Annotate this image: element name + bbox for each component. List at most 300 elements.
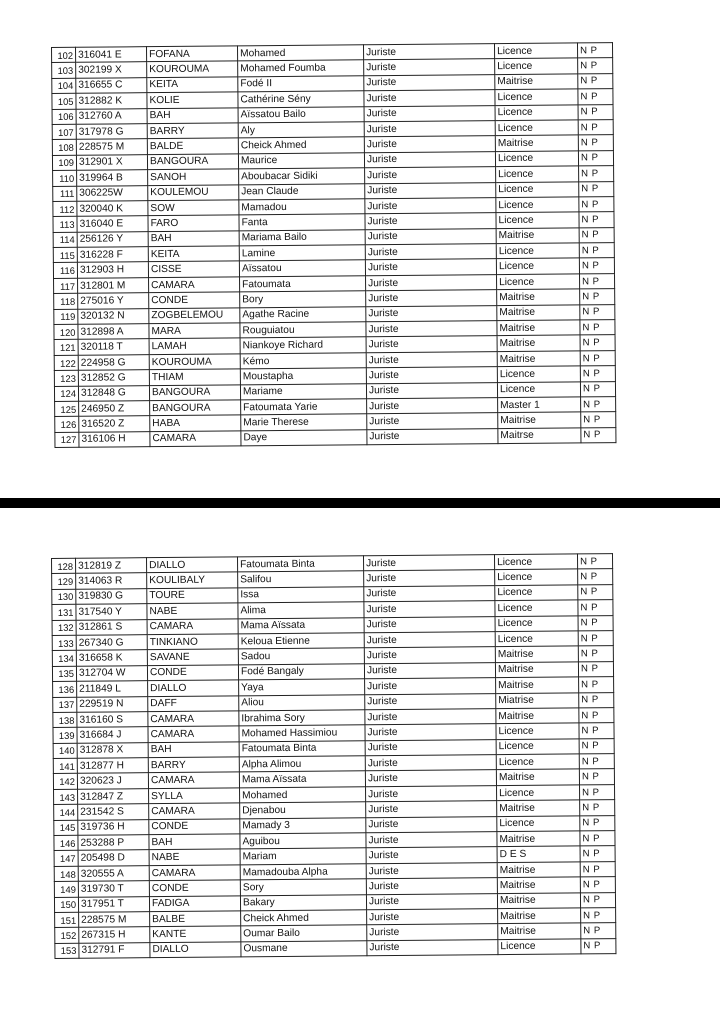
first-name-cell: Mohamed [240,787,366,803]
function-cell: Juriste [365,213,496,230]
last-name-cell: BAH [148,742,239,758]
diploma-cell: Maitrise [497,335,580,351]
row-number-cell: 122 [54,355,78,371]
last-name-cell: CONDE [149,880,240,896]
diploma-cell: Maitrise [497,320,580,336]
observation-cell: N P [580,815,615,831]
observation-cell: N P [577,43,612,59]
row-number-cell: 135 [52,666,76,682]
diploma-cell: Maitrise [495,662,578,678]
first-name-cell: Mariam [240,848,366,864]
matricule-cell: 256126 Y [77,231,148,247]
first-name-cell: Bakary [240,894,366,910]
last-name-cell: KOLIE [147,92,238,108]
row-number-cell: 153 [55,943,79,959]
first-name-cell: Mama Aïssata [239,771,365,787]
row-number-cell: 123 [54,370,78,386]
function-cell: Juriste [366,382,497,399]
row-number-cell: 143 [54,789,78,805]
diploma-cell: Maitrise [495,646,578,662]
function-cell: Juriste [366,847,497,864]
row-number-cell: 103 [52,63,76,79]
first-name-cell: Djenabou [240,802,366,818]
diploma-cell: Licence [496,197,579,213]
observation-cell: N P [578,600,613,616]
observation-cell: N P [579,197,614,213]
function-cell: Juriste [365,228,496,245]
matricule-cell: 205498 D [78,850,149,866]
row-number-cell: 145 [54,820,78,836]
matricule-cell: 312819 Z [76,558,147,574]
diploma-cell: Licence [497,274,580,290]
observation-cell: N P [581,923,616,939]
last-name-cell: BANGOURA [149,384,240,400]
matricule-cell: 275016 Y [78,293,149,309]
last-name-cell: FOFANA [147,46,238,62]
last-name-cell: BAH [147,107,238,123]
diploma-cell: D E S [497,846,580,862]
diploma-cell: Maitrise [496,708,579,724]
function-cell: Juriste [366,305,497,322]
row-number-cell: 117 [54,278,78,294]
roster-table-body [52,554,616,959]
first-name-cell: Fatoumata [240,276,366,292]
row-number-cell: 137 [53,697,77,713]
function-cell: Juriste [363,555,494,572]
function-cell: Juriste [366,336,497,353]
row-number-cell: 116 [53,263,77,279]
diploma-cell: Licence [495,569,578,585]
row-number-cell: 106 [52,109,76,125]
last-name-cell: CAMARA [149,803,240,819]
observation-cell: N P [581,427,616,443]
diploma-cell: Licence [498,939,581,955]
roster-table-2 [51,553,616,959]
last-name-cell: HABA [150,415,241,431]
observation-cell: N P [580,335,615,351]
diploma-cell: Licence [495,104,578,120]
matricule-cell: 231542 S [78,804,149,820]
row-number-cell: 139 [53,728,77,744]
matricule-cell: 319964 B [77,170,148,186]
last-name-cell: FARO [148,215,239,231]
observation-cell: N P [578,89,613,105]
diploma-cell: Licence [497,381,580,397]
matricule-cell: 319830 G [76,588,147,604]
first-name-cell: Mohamed [237,45,363,61]
observation-cell: N P [581,412,616,428]
matricule-cell: 312898 A [78,324,149,340]
diploma-cell: Licence [496,181,579,197]
diploma-cell: Maitrise [497,289,580,305]
last-name-cell: BANGOURA [147,154,238,170]
document-page-2 [0,508,720,1012]
row-number-cell: 128 [52,558,76,574]
row-number-cell: 118 [54,294,78,310]
function-cell: Juriste [366,878,497,895]
matricule-cell: 316658 K [76,650,147,666]
first-name-cell: Cheick Ahmed [238,137,364,153]
diploma-cell: Licence [494,43,577,59]
row-number-cell: 110 [53,170,77,186]
matricule-cell: 312801 M [78,278,149,294]
first-name-cell: Marie Therese [241,414,367,430]
row-number-cell: 147 [54,851,78,867]
diploma-cell: Licence [497,816,580,832]
observation-cell: N P [578,135,613,151]
observation-cell: N P [580,800,615,816]
matricule-cell: 312878 X [77,742,148,758]
last-name-cell: CONDE [149,292,240,308]
matricule-cell: 317540 Y [76,604,147,620]
matricule-cell: 319736 H [78,819,149,835]
observation-cell: N P [580,877,615,893]
last-name-cell: KOULEMOU [148,184,239,200]
observation-cell: N P [577,554,612,570]
observation-cell: N P [581,938,616,954]
observation-cell: N P [578,584,613,600]
observation-cell: N P [578,661,613,677]
first-name-cell: Bory [240,291,366,307]
first-name-cell: Aly [238,122,364,138]
first-name-cell: Alpha Alimou [239,756,365,772]
last-name-cell: BARRY [147,123,238,139]
row-number-cell: 146 [54,835,78,851]
observation-cell: N P [579,769,614,785]
diploma-cell: Licence [495,585,578,601]
diploma-cell: Licence [496,166,579,182]
matricule-cell: 253288 P [78,835,149,851]
row-number-cell: 113 [53,217,77,233]
row-number-cell: 120 [54,324,78,340]
row-number-cell: 148 [54,866,78,882]
matricule-cell: 316684 J [77,727,148,743]
row-number-cell: 126 [55,417,79,433]
matricule-cell: 312903 H [77,262,148,278]
function-cell: Juriste [363,44,494,61]
matricule-cell: 228575 M [79,912,150,928]
matricule-cell: 316655 C [76,77,147,93]
last-name-cell: ZOGBELEMOU [149,308,240,324]
last-name-cell: CONDE [149,819,240,835]
function-cell: Juriste [364,136,495,153]
first-name-cell: Oumar Bailo [241,925,367,941]
last-name-cell: BANGOURA [150,400,241,416]
last-name-cell: SOW [148,200,239,216]
observation-cell: N P [579,212,614,228]
row-number-cell: 105 [52,93,76,109]
matricule-cell: 316520 Z [79,416,150,432]
matricule-cell: 312882 K [76,93,147,109]
diploma-cell: Licence [496,243,579,259]
observation-cell: N P [580,892,615,908]
row-number-cell: 133 [52,635,76,651]
matricule-cell: 312847 Z [78,789,149,805]
last-name-cell: BARRY [148,757,239,773]
first-name-cell: Fatoumata Yarie [241,399,367,415]
function-cell: Juriste [365,167,496,184]
diploma-cell: Maitrise [498,923,581,939]
observation-cell: N P [579,181,614,197]
function-cell: Juriste [367,909,498,926]
matricule-cell: 320555 A [78,865,149,881]
diploma-cell: Licence [495,120,578,136]
function-cell: Juriste [365,709,496,726]
diploma-cell: Licence [496,754,579,770]
function-cell: Juriste [367,413,498,430]
row-number-cell: 107 [52,124,76,140]
observation-cell: N P [578,569,613,585]
function-cell: Juriste [365,182,496,199]
diploma-cell: Licence [496,723,579,739]
function-cell: Juriste [366,832,497,849]
function-cell: Juriste [364,616,495,633]
row-number-cell: 125 [55,401,79,417]
first-name-cell: Yaya [239,679,365,695]
function-cell: Juriste [364,662,495,679]
first-name-cell: Mohamed Hassimiou [239,725,365,741]
function-cell: Juriste [366,893,497,910]
first-name-cell: Mama Aïssata [238,617,364,633]
function-cell: Juriste [367,398,498,415]
function-cell: Juriste [364,632,495,649]
row-number-cell: 140 [53,743,77,759]
row-number-cell: 144 [54,805,78,821]
first-name-cell: Sory [240,879,366,895]
first-name-cell: Aliou [239,694,365,710]
function-cell: Juriste [364,121,495,138]
diploma-cell: Licence [496,258,579,274]
row-number-cell: 136 [53,681,77,697]
row-number-cell: 115 [53,247,77,263]
diploma-cell: Maitrse [498,428,581,444]
function-cell: Juriste [366,290,497,307]
function-cell: Juriste [365,693,496,710]
function-cell: Juriste [364,585,495,602]
observation-cell: N P [581,397,616,413]
matricule-cell: 316041 E [76,47,147,63]
diploma-cell: Maitrise [496,228,579,244]
observation-cell: N P [579,784,614,800]
diploma-cell: Licence [495,58,578,74]
observation-cell: N P [579,708,614,724]
diploma-cell: Licence [495,600,578,616]
row-number-cell: 119 [54,309,78,325]
matricule-cell: 312861 S [76,619,147,635]
function-cell: Juriste [366,785,497,802]
first-name-cell: Jean Claude [239,183,365,199]
last-name-cell: THIAM [149,369,240,385]
first-name-cell: Lamine [239,245,365,261]
first-name-cell: Ousmane [241,941,367,957]
first-name-cell: Aïssatou Bailo [238,106,364,122]
matricule-cell: 228575 M [76,139,147,155]
observation-cell: N P [580,304,615,320]
row-number-cell: 150 [54,897,78,913]
first-name-cell: Alima [238,602,364,618]
matricule-cell: 317978 G [76,124,147,140]
last-name-cell: CAMARA [149,865,240,881]
function-cell: Juriste [365,259,496,276]
last-name-cell: MARA [149,323,240,339]
function-cell: Juriste [367,924,498,941]
last-name-cell: NABE [149,849,240,865]
row-number-cell: 138 [53,712,77,728]
diploma-cell: Maitrise [495,74,578,90]
document-page-1 [0,0,720,498]
observation-cell: N P [579,723,614,739]
first-name-cell: Rouguiatou [240,322,366,338]
last-name-cell: FADIGA [149,895,240,911]
matricule-cell: 320118 T [78,339,149,355]
observation-cell: N P [578,646,613,662]
function-cell: Juriste [365,198,496,215]
first-name-cell: Niankoye Richard [240,337,366,353]
row-number-cell: 132 [52,620,76,636]
row-number-cell: 151 [55,912,79,928]
last-name-cell: CISSE [148,261,239,277]
matricule-cell: 312704 W [76,665,147,681]
diploma-cell: Licence [495,631,578,647]
row-number-cell: 108 [52,140,76,156]
matricule-cell: 302199 X [76,62,147,78]
last-name-cell: KANTE [150,926,241,942]
matricule-cell: 267315 H [79,927,150,943]
function-cell: Juriste [364,601,495,618]
roster-table-body [52,43,616,448]
matricule-cell: 312760 A [76,108,147,124]
function-cell: Juriste [365,724,496,741]
observation-cell: N P [580,831,615,847]
matricule-cell: 316040 E [77,216,148,232]
observation-cell: N P [579,227,614,243]
first-name-cell: Issa [238,587,364,603]
matricule-cell: 320040 K [77,201,148,217]
diploma-cell: Licence [495,151,578,167]
observation-cell: N P [579,273,614,289]
matricule-cell: 314063 R [76,573,147,589]
observation-cell: N P [580,289,615,305]
observation-cell: N P [578,120,613,136]
diploma-cell: Licence [497,785,580,801]
first-name-cell: Mohamed Foumba [238,60,364,76]
observation-cell: N P [578,73,613,89]
function-cell: Juriste [364,647,495,664]
matricule-cell: 319730 T [78,881,149,897]
observation-cell: N P [580,350,615,366]
observation-cell: N P [579,166,614,182]
first-name-cell: Fatoumata Binta [237,556,363,572]
row-number-cell: 152 [55,928,79,944]
first-name-cell: Mariama Bailo [239,229,365,245]
row-number-cell: 104 [52,78,76,94]
first-name-cell: Aïssatou [239,260,365,276]
row-number-cell: 109 [52,155,76,171]
matricule-cell: 320132 N [78,308,149,324]
function-cell: Juriste [367,939,498,956]
matricule-cell: 211849 L [77,681,148,697]
matricule-cell: 246950 Z [79,401,150,417]
row-number-cell: 149 [54,881,78,897]
function-cell: Juriste [366,367,497,384]
function-cell: Juriste [365,755,496,772]
first-name-cell: Daye [241,430,367,446]
diploma-cell: Licence [495,89,578,105]
diploma-cell: Maitrise [497,305,580,321]
first-name-cell: Maurice [238,153,364,169]
diploma-cell: Licence [496,212,579,228]
observation-cell: N P [579,243,614,259]
first-name-cell: Fanta [239,214,365,230]
diploma-cell: Master 1 [498,397,581,413]
function-cell: Juriste [367,428,498,445]
diploma-cell: Maitrise [497,892,580,908]
diploma-cell: Maitrise [497,831,580,847]
observation-cell: N P [580,320,615,336]
first-name-cell: Mamadou [239,199,365,215]
observation-cell: N P [580,861,615,877]
matricule-cell: 267340 G [76,635,147,651]
first-name-cell: Keloua Etienne [238,633,364,649]
row-number-cell: 131 [52,604,76,620]
diploma-cell: Miatrise [496,692,579,708]
last-name-cell: CAMARA [150,431,241,447]
diploma-cell: Licence [496,739,579,755]
diploma-cell: Maitrise [497,351,580,367]
function-cell: Juriste [364,570,495,587]
matricule-cell: 312852 G [78,370,149,386]
row-number-cell: 130 [52,589,76,605]
function-cell: Juriste [365,770,496,787]
row-number-cell: 114 [53,232,77,248]
observation-cell: N P [578,615,613,631]
row-number-cell: 142 [53,774,77,790]
observation-cell: N P [580,846,615,862]
last-name-cell: BAH [148,231,239,247]
first-name-cell: Mamady 3 [240,817,366,833]
function-cell: Juriste [365,678,496,695]
row-number-cell: 124 [54,386,78,402]
first-name-cell: Mariame [240,383,366,399]
last-name-cell: CAMARA [148,772,239,788]
last-name-cell: DAFF [148,695,239,711]
last-name-cell: BALDE [147,138,238,154]
observation-cell: N P [579,692,614,708]
first-name-cell: Aboubacar Sidiki [239,168,365,184]
roster-table-1 [51,42,616,448]
last-name-cell: KEITA [148,246,239,262]
diploma-cell: Maitrise [497,862,580,878]
function-cell: Juriste [366,321,497,338]
function-cell: Juriste [364,74,495,91]
observation-cell: N P [581,908,616,924]
observation-cell: N P [579,677,614,693]
last-name-cell: CAMARA [147,618,238,634]
matricule-cell: 312877 H [77,758,148,774]
first-name-cell: Fodé Bangaly [238,664,364,680]
first-name-cell: Agathe Racine [240,306,366,322]
row-number-cell: 111 [53,186,77,202]
first-name-cell: Aguibou [240,833,366,849]
function-cell: Juriste [365,739,496,756]
last-name-cell: CONDE [147,665,238,681]
function-cell: Juriste [364,151,495,168]
last-name-cell: SYLLA [149,788,240,804]
function-cell: Juriste [364,90,495,107]
row-number-cell: 129 [52,574,76,590]
last-name-cell: NABE [147,603,238,619]
last-name-cell: KOULIBALY [147,572,238,588]
